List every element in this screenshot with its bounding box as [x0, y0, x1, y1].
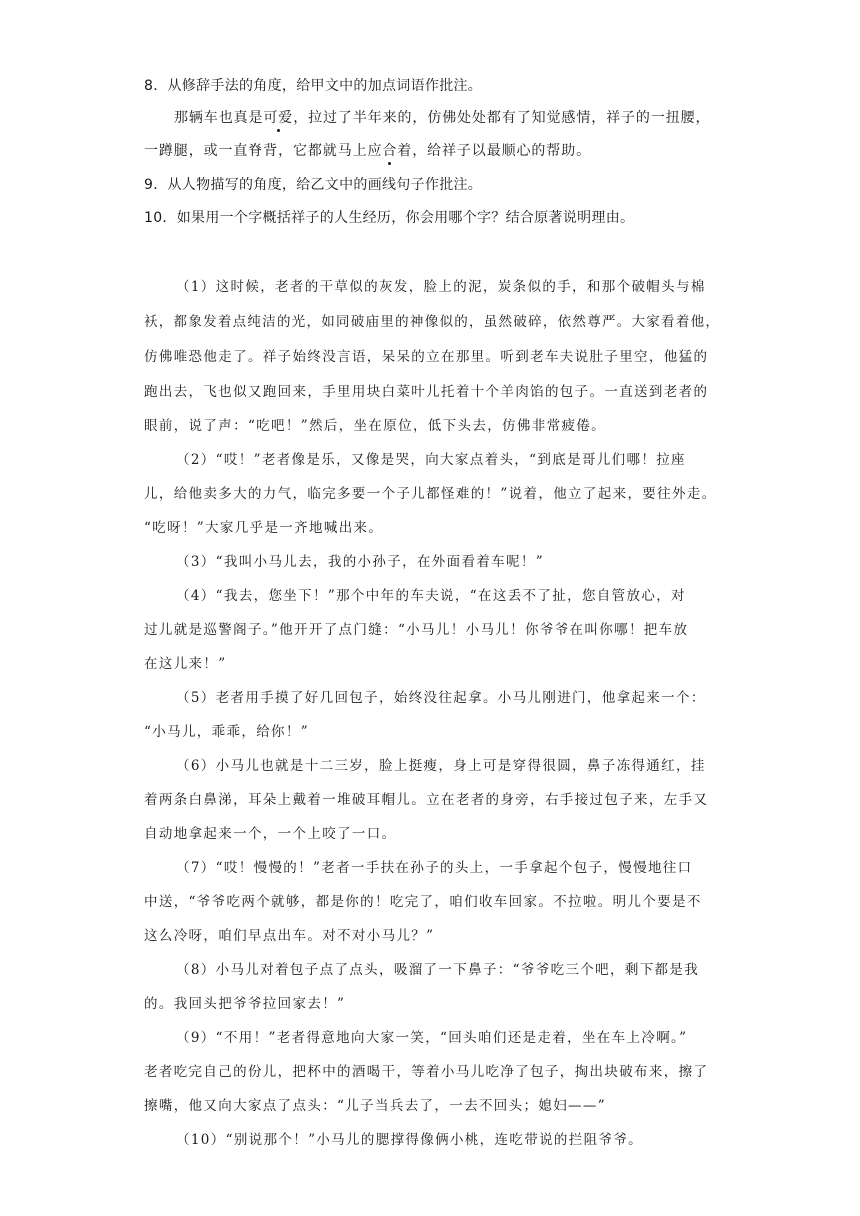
- quote-text: 那辆车也真是: [174, 110, 264, 126]
- passage-line: “小马儿，乖乖，给你！”: [144, 724, 310, 740]
- quote-text: ，拉过了半年来的，仿佛处处都有了知觉感情，祥子的一扭腰，: [293, 110, 711, 126]
- passage-line: （2）“哎！”老者像是乐，又像是哭，向大家点着头，“到底是哥儿们哪！拉座: [176, 452, 686, 468]
- dotted-word-yinghezhe: 应合着: [367, 143, 413, 159]
- passage-line: （4）“我去，您坐下！”那个中年的车夫说，“在这丢不了扯，您自管放心，对: [176, 588, 686, 604]
- passage-line: 袄，都象发着点纯洁的光，如同破庙里的神像似的，虽然破碎，依然尊严。大家看着他，: [144, 314, 721, 330]
- passage-line: （1）这时候，老者的干草似的灰发，脸上的泥，炭条似的手，和那个破帽头与棉: [176, 279, 706, 295]
- passage-line: 儿，给他卖多大的力气，临完多要一个子儿都怪难的！”说着，他立了起来，要往外走。: [144, 486, 717, 502]
- passage-line: “吃呀！”大家几乎是一齐地喊出来。: [144, 520, 384, 536]
- question-10: 10．如果用一个字概括祥子的人生经历，你会用哪个字？结合原著说明理由。: [144, 210, 635, 226]
- passage-line: 眼前，说了声：“吃吧！”然后，坐在原位，低下头去，仿佛非常疲倦。: [144, 418, 607, 434]
- passage-line: 的。我回头把爷爷拉回家去！”: [144, 996, 346, 1012]
- passage-line: 擦嘴，他又向大家点了点头：“儿子当兵去了，一去不回头；媳妇——”: [144, 1098, 607, 1114]
- passage-line: 这么冷呀，咱们早点出车。对不对小马儿？”: [144, 928, 435, 944]
- passage-line: （8）小马儿对着包子点了点头，吸溜了一下鼻子：“爷爷吃三个吧，剩下都是我: [176, 962, 700, 978]
- quote-text: ，给祥子以最顺心的帮助。: [412, 143, 592, 159]
- passage-line: （6）小马儿也就是十二三岁，脸上挺瘦，身上可是穿得很圆，鼻子冻得通红，挂: [176, 758, 706, 774]
- passage-line: 着两条白鼻涕，耳朵上戴着一堆破耳帽儿。立在老者的身旁，右手接过包子来，左手又: [144, 792, 709, 808]
- passage-line: （9）“不用！”老者得意地向大家一笑，“回头咱们还是走着，坐在车上冷啊。”: [176, 1030, 688, 1046]
- question-8-quote-line-2: [144, 140, 591, 160]
- passage-line: 老者吃完自己的份儿，把杯中的酒喝干，等着小马儿吃净了包子，掏出块破布来，擦了: [144, 1064, 709, 1080]
- quote-text: 一蹲腿，或一直脊背，它都就马上: [144, 143, 368, 159]
- passage-line: 在这儿来！”: [144, 656, 227, 672]
- passage-line: 过儿就是巡警阁子。”他开开了点门缝：“小马儿！小马儿！你爷爷在叫你哪！把车放: [144, 622, 689, 638]
- passage-line: 跑出去，飞也似又跑回来，手里用块白菜叶儿托着十个羊肉馅的包子。一直送到老者的: [144, 384, 709, 400]
- question-9: 9．从人物描写的角度，给乙文中的画线句子作批注。: [144, 177, 483, 193]
- passage-line: 仿佛唯恐他走了。祥子始终没言语，呆呆的立在那里。听到老车夫说肚子里空，他猛的: [144, 349, 709, 365]
- passage-line: （5）老者用手摸了好几回包子，始终没往起拿。小马儿刚进门，他拿起来一个：: [176, 690, 706, 706]
- passage-line: （7）“哎！慢慢的！”老者一手扶在孙子的头上，一手拿起个包子，慢慢地往口: [176, 860, 693, 876]
- question-8: 8．从修辞手法的角度，给甲文中的加点词语作批注。: [144, 78, 483, 94]
- passage-line: （3）“我叫小马儿去，我的小孙子，在外面看着车呢！”: [176, 554, 544, 570]
- passage-line: 自动地拿起来一个，一个上咬了一口。: [144, 826, 397, 842]
- passage-line: 中送，“爷爷吃两个就够，都是你的！吃完了，咱们收车回家。不拉啦。明儿个要是不: [144, 894, 702, 910]
- dotted-word-keai: 可爱: [263, 110, 294, 126]
- question-8-quote-line-1: [174, 107, 710, 127]
- passage-line: （10）“别说那个！”小马儿的腮撑得像俩小桃，连吃带说的拦阻爷爷。: [176, 1132, 644, 1148]
